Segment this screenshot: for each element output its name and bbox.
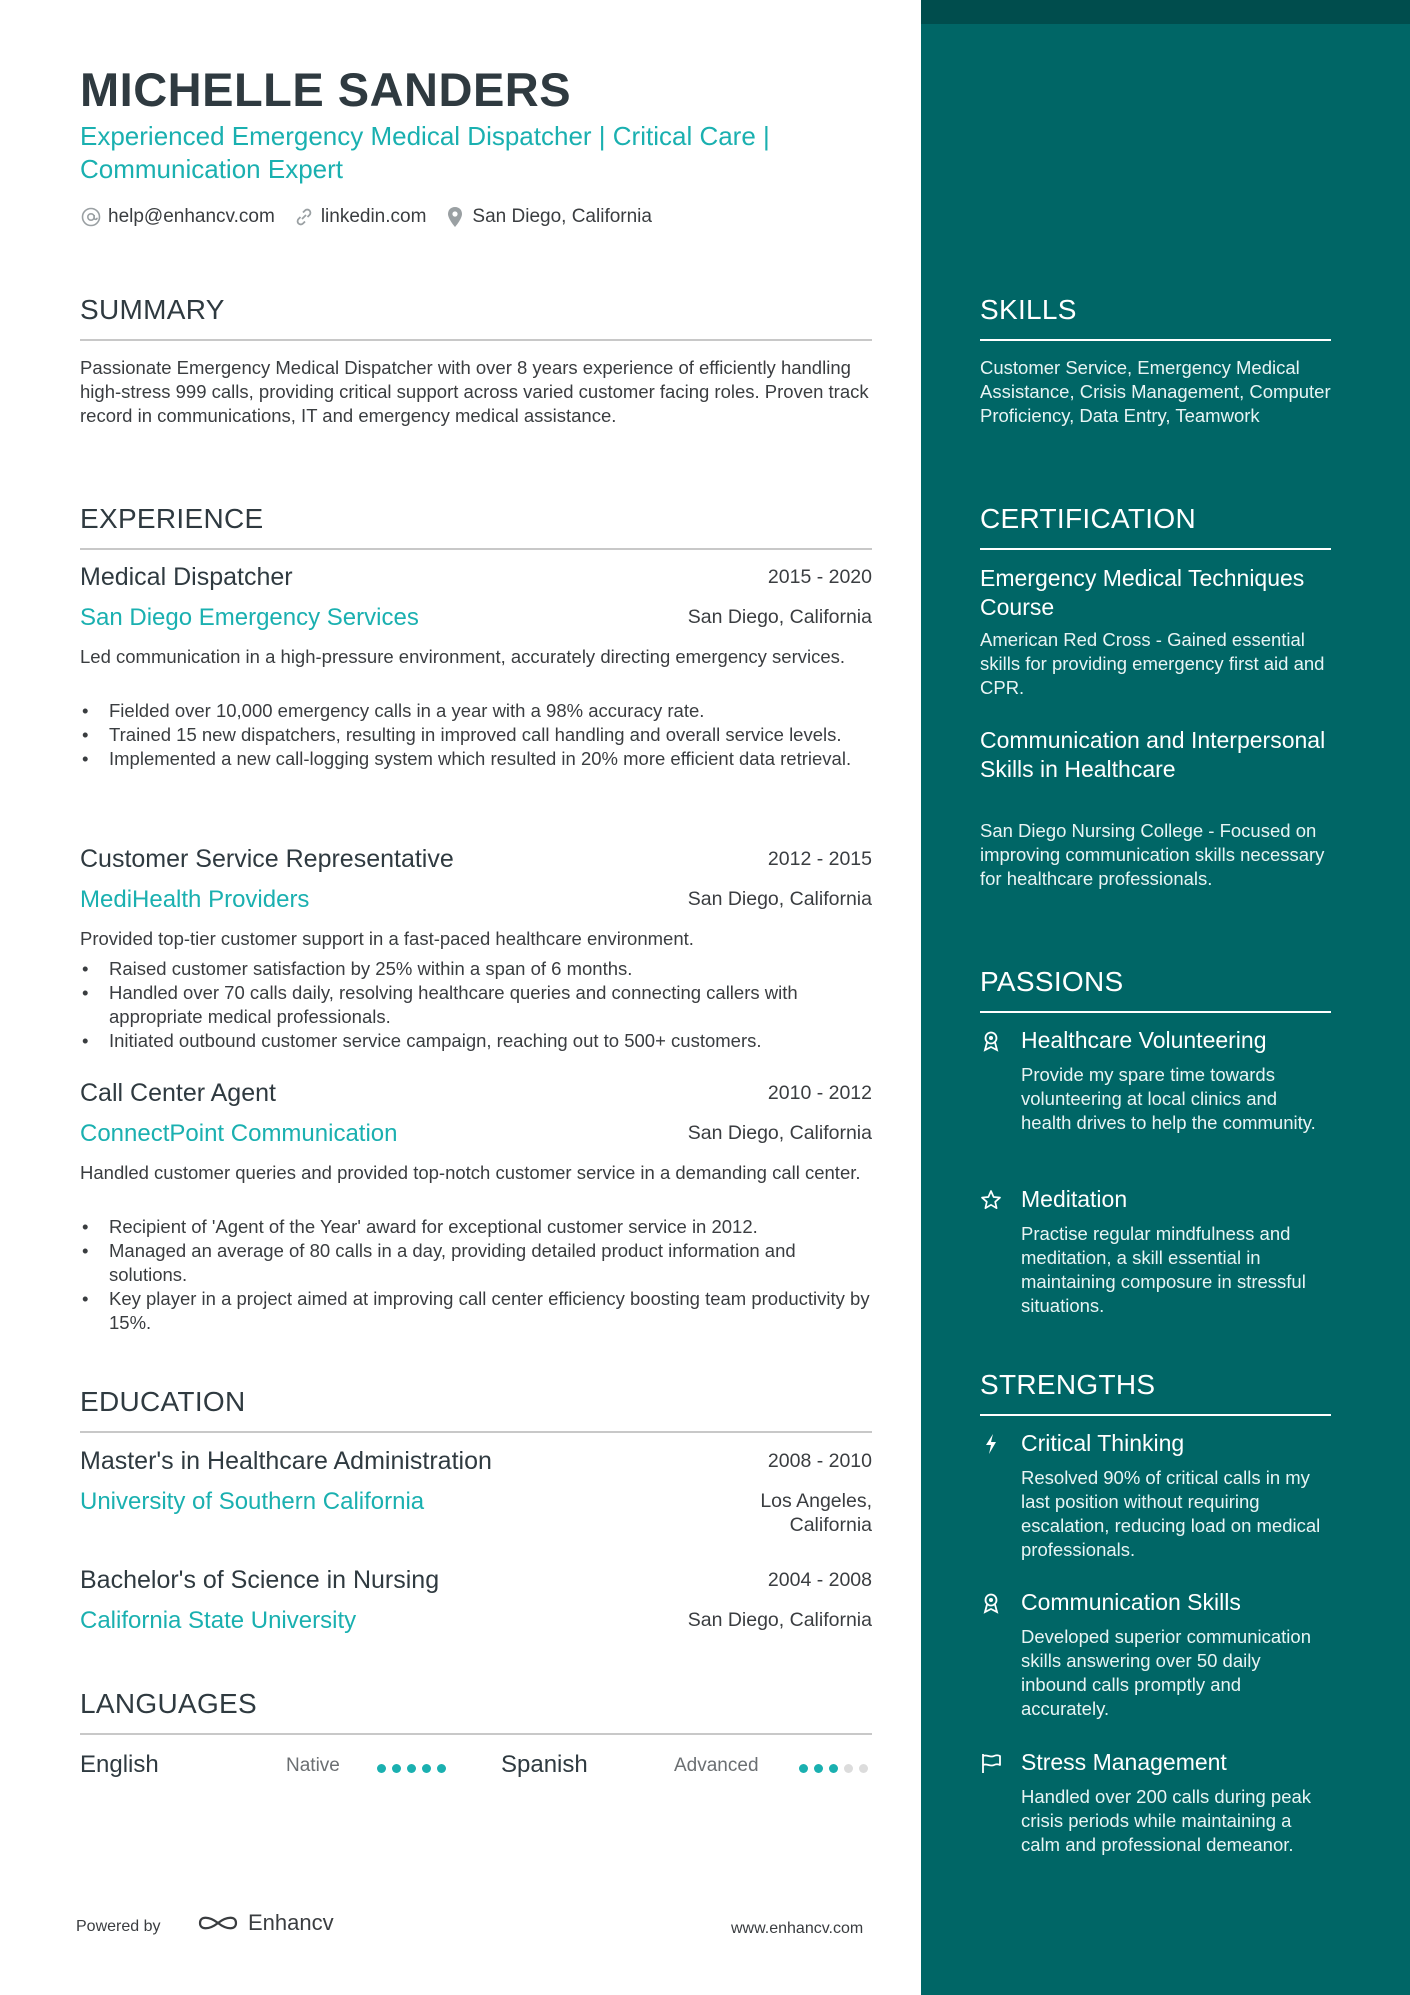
education-location: San Diego, California xyxy=(687,1609,872,1631)
job-description: Led communication in a high-pressure environment, accurately directing emergency services. xyxy=(80,646,846,667)
strengths-divider xyxy=(980,1414,1331,1416)
certification-item-description: San Diego Nursing College - Focused on improving communication skills necessary for healthcare professionals. xyxy=(980,820,1325,889)
award-icon xyxy=(980,1592,1002,1614)
education-item xyxy=(80,1447,872,1547)
star-icon xyxy=(980,1189,1002,1211)
job-company[interactable]: MediHealth Providers xyxy=(80,886,310,913)
passion-title: Healthcare Volunteering xyxy=(1021,1027,1267,1053)
skills-divider xyxy=(980,339,1331,341)
job-location: San Diego, California xyxy=(687,888,872,910)
rating-dot-empty xyxy=(844,1764,853,1773)
strength-description: Handled over 200 calls during peak crisis periods while maintaining a calm and professional demeanor. xyxy=(1021,1786,1312,1855)
summary-text: Passionate Emergency Medical Dispatcher with over 8 years experience of efficiently handling high-stress 999 calls, providing critical support across varied customer facing roles. Proven track record in communications, IT and emergency medical assistance. xyxy=(80,357,869,426)
rating-dot-filled xyxy=(422,1764,431,1773)
strength-title: Communication Skills xyxy=(1021,1589,1241,1615)
strengths-title: STRENGTHS xyxy=(980,1369,1156,1400)
strength-description: Resolved 90% of critical calls in my last position without requiring escalation, reducing load on medical professionals. xyxy=(1021,1467,1321,1560)
infinity-logo-icon xyxy=(196,1912,240,1934)
linkedin-text: linkedin.com xyxy=(320,206,427,227)
location-pin-icon xyxy=(444,206,466,228)
job-title: Call Center Agent xyxy=(80,1079,276,1107)
rating-dot-filled xyxy=(799,1764,808,1773)
languages-row xyxy=(80,1751,872,1781)
degree-title: Bachelor's of Science in Nursing xyxy=(80,1566,440,1594)
job-title: Medical Dispatcher xyxy=(80,563,293,591)
flag-icon xyxy=(980,1752,1002,1774)
strength-description: Developed superior communication skills answering over 50 daily inbound calls promptly and accurately. xyxy=(1021,1626,1311,1719)
job-dates: 2015 - 2020 xyxy=(767,566,872,588)
location-text: San Diego, California xyxy=(472,206,652,227)
lightning-icon xyxy=(980,1433,1002,1455)
powered-by-label: Powered by xyxy=(76,1918,161,1935)
job-bullets xyxy=(80,957,872,1053)
certification-title: CERTIFICATION xyxy=(980,503,1196,534)
candidate-name: MICHELLE SANDERS xyxy=(80,63,572,116)
school-name[interactable]: California State University xyxy=(80,1607,357,1634)
passion-title: Meditation xyxy=(1021,1186,1128,1212)
email-text: help@enhancv.com xyxy=(108,206,275,227)
bullet-item: • Key player in a project aimed at improving call center efficiency boosting team productivity by 15%. xyxy=(80,1287,872,1335)
footer-url[interactable]: www.enhancv.com xyxy=(731,1920,864,1937)
rating-dot-filled xyxy=(829,1764,838,1773)
experience-item xyxy=(80,845,872,1057)
job-bullets xyxy=(80,699,872,771)
job-company[interactable]: San Diego Emergency Services xyxy=(80,604,419,631)
contact-bar xyxy=(80,206,670,228)
experience-title: EXPERIENCE xyxy=(80,503,264,534)
job-location: San Diego, California xyxy=(687,1122,872,1144)
job-company[interactable]: ConnectPoint Communication xyxy=(80,1120,398,1147)
bullet-item: • Raised customer satisfaction by 25% within a span of 6 months. xyxy=(80,957,872,981)
education-location: Los Angeles, California xyxy=(760,1490,872,1536)
languages-title: LANGUAGES xyxy=(80,1688,257,1719)
summary-title: SUMMARY xyxy=(80,294,225,325)
languages-divider xyxy=(80,1733,872,1735)
rating-dot-filled xyxy=(392,1764,401,1773)
certification-item-title: Emergency Medical Techniques Course xyxy=(980,565,1305,620)
job-dates: 2010 - 2012 xyxy=(767,1082,872,1104)
language-level: Advanced xyxy=(674,1755,759,1776)
job-location: San Diego, California xyxy=(687,606,872,628)
rating-dot-empty xyxy=(859,1764,868,1773)
language-level: Native xyxy=(286,1755,340,1776)
skills-title: SKILLS xyxy=(980,294,1077,325)
passions-title: PASSIONS xyxy=(980,966,1124,997)
education-dates: 2004 - 2008 xyxy=(767,1569,872,1591)
headline: Experienced Emergency Medical Dispatcher | Critical Care | Communication Expert xyxy=(80,121,770,184)
rating-dot-filled xyxy=(437,1764,446,1773)
contact-location xyxy=(444,206,652,228)
bullet-item: • Implemented a new call-logging system which resulted in 20% more efficient data retrieval. xyxy=(80,747,872,771)
bullet-item: • Trained 15 new dispatchers, resulting in improved call handling and overall service levels. xyxy=(80,723,872,747)
bullet-item: • Recipient of 'Agent of the Year' award for exceptional customer service in 2012. xyxy=(80,1215,872,1239)
certification-item-description: American Red Cross - Gained essential skills for providing emergency first aid and CPR. xyxy=(980,629,1325,698)
sidebar xyxy=(921,0,1410,1995)
link-icon xyxy=(293,206,315,228)
passions-divider xyxy=(980,1011,1331,1013)
certification-divider xyxy=(980,548,1331,550)
strength-title: Stress Management xyxy=(1021,1749,1227,1775)
enhancv-logo[interactable] xyxy=(196,1910,334,1936)
bullet-item: • Managed an average of 80 calls in a day, providing detailed product information and solutions. xyxy=(80,1239,872,1287)
job-title: Customer Service Representative xyxy=(80,845,454,873)
contact-email[interactable] xyxy=(80,206,275,228)
job-bullets xyxy=(80,1215,872,1335)
skills-text: Customer Service, Emergency Medical Assistance, Crisis Management, Computer Proficiency, Data Entry, Teamwork xyxy=(980,357,1331,426)
rating-dot-filled xyxy=(407,1764,416,1773)
bullet-item: • Handled over 70 calls daily, resolving healthcare queries and connecting callers with appropriate medical professionals. xyxy=(80,981,872,1029)
award-icon xyxy=(980,1030,1002,1052)
passion-description: Provide my spare time towards volunteering at local clinics and health drives to help the community. xyxy=(1021,1064,1316,1133)
experience-divider xyxy=(80,548,872,550)
job-description: Provided top-tier customer support in a fast-paced healthcare environment. xyxy=(80,928,694,949)
at-icon xyxy=(80,206,102,228)
experience-item xyxy=(80,563,872,825)
summary-divider xyxy=(80,339,872,341)
school-name[interactable]: University of Southern California xyxy=(80,1488,425,1515)
contact-linkedin[interactable] xyxy=(293,206,427,228)
education-item xyxy=(80,1566,872,1646)
degree-title: Master's in Healthcare Administration xyxy=(80,1447,492,1475)
experience-item xyxy=(80,1079,872,1341)
job-dates: 2012 - 2015 xyxy=(767,848,872,870)
strength-title: Critical Thinking xyxy=(1021,1430,1185,1456)
rating-dot-filled xyxy=(814,1764,823,1773)
education-divider xyxy=(80,1431,872,1433)
education-dates: 2008 - 2010 xyxy=(767,1450,872,1472)
passion-description: Practise regular mindfulness and meditation, a skill essential in maintaining composure in stressful situations. xyxy=(1021,1223,1306,1316)
language-rating xyxy=(377,1764,452,1773)
certification-item-title: Communication and Interpersonal Skills in Healthcare xyxy=(980,727,1326,782)
language-rating xyxy=(799,1764,874,1773)
education-title: EDUCATION xyxy=(80,1386,246,1417)
bullet-item: • Fielded over 10,000 emergency calls in a year with a 98% accuracy rate. xyxy=(80,699,872,723)
enhancv-wordmark: Enhancv xyxy=(248,1910,334,1935)
language-name: English xyxy=(80,1751,159,1778)
sidebar-top-bar xyxy=(921,0,1410,24)
rating-dot-filled xyxy=(377,1764,386,1773)
bullet-item: • Initiated outbound customer service campaign, reaching out to 500+ customers. xyxy=(80,1029,872,1053)
language-name: Spanish xyxy=(501,1751,588,1778)
job-description: Handled customer queries and provided top-notch customer service in a demanding call center. xyxy=(80,1162,861,1183)
